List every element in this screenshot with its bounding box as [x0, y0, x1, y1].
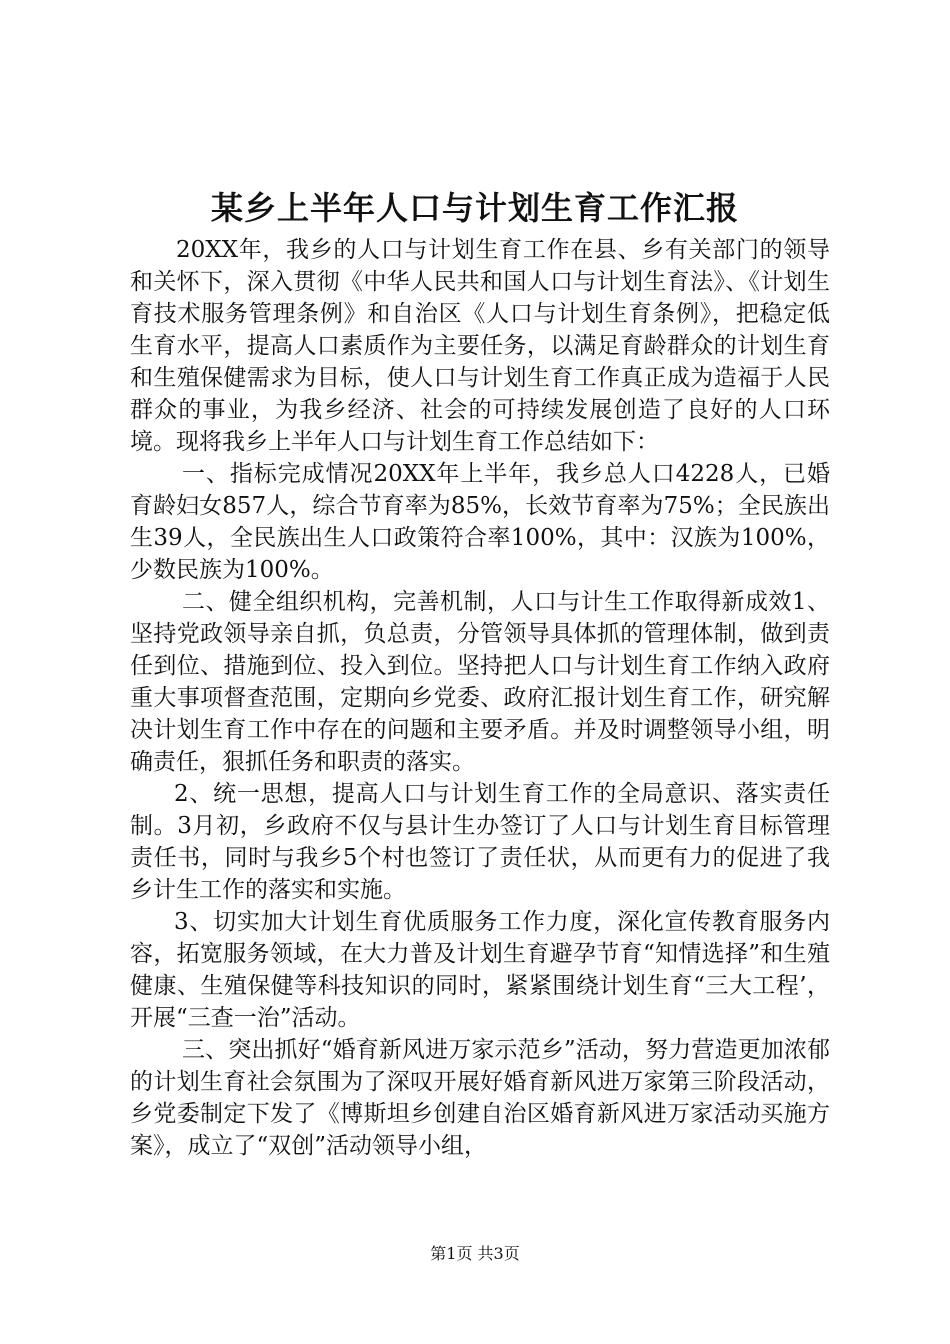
document-body: [130, 234, 830, 1162]
document-title: 某乡上半年人口与计划生育工作汇报: [210, 189, 739, 227]
paragraph-intro: 20XX年，我乡的人口与计划生育工作在县、乡有关部门的领导和关怀下，深入贯彻《中华人民共和国人口与计划生育法》、《计划生育技术服务管理条例》和自治区《人口与计划生育条例》，把稳定低生育水平，提高人口素质作为主要任务，以满足育龄群众的计划生育和生殖保健需求为目标，使人口与计划生育工作真正成为造福于人民群众的事业，为我乡经济、社会的可持续发展创造了良好的人口环境。现将我乡上半年人口与计划生育工作总结如下：: [130, 237, 830, 455]
paragraph-item-2: 2、统一思想，提高人口与计划生育工作的全局意识、落实责任制。3月初，乡政府不仅与县计生办签订了人口与计划生育目标管理责任书，同时与我乡5个村也签订了责任状，从而更有力的促进了我乡计生工作的落实和实施。: [130, 781, 830, 903]
paragraph-section-1: 一、指标完成情况20XX年上半年，我乡总人口4228人，已婚育龄妇女857人，综合节育率为85%，长效节育率为75%；全民族出生39人，全民族出生人口政策符合率100%，其中：汉族为100%，少数民族为100%。: [130, 461, 830, 583]
paragraph-section-3: 三、突出抓好“婚育新风进万家示范乡”活动，努力营造更加浓郁的计划生育社会氛围为了深叹开展好婚育新风进万家第三阶段活动，乡党委制定下发了《博斯坦乡创建自治区婚育新风进万家活动买施方案》，成立了“双创”活动领导小组，: [130, 1037, 830, 1159]
paragraph-section-2: 二、健全组织机构，完善机制，人口与计生工作取得新成效1、坚持党政领导亲自抓，负总责，分管领导具体抓的管理体制，做到责任到位、措施到位、投入到位。坚持把人口与计划生育工作纳入政府重大事项督查范围，定期向乡党委、政府汇报计划生育工作，研究解决计划生育工作中存在的问题和主要矛盾。并及时调整领导小组，明确责任，狠抓任务和职责的落实。: [130, 589, 830, 775]
page-footer: 第1页 共3页: [430, 1244, 520, 1263]
paragraph-item-3: 3、切实加大计划生育优质服务工作力度，深化宣传教育服务内容，拓宽服务领域，在大力普及计划生育避孕节育“知情选择”和生殖健康、生殖保健等科技知识的同时，紧紧围绕计划生育“三大工程’，开展“三查一治”活动。: [130, 909, 830, 1031]
